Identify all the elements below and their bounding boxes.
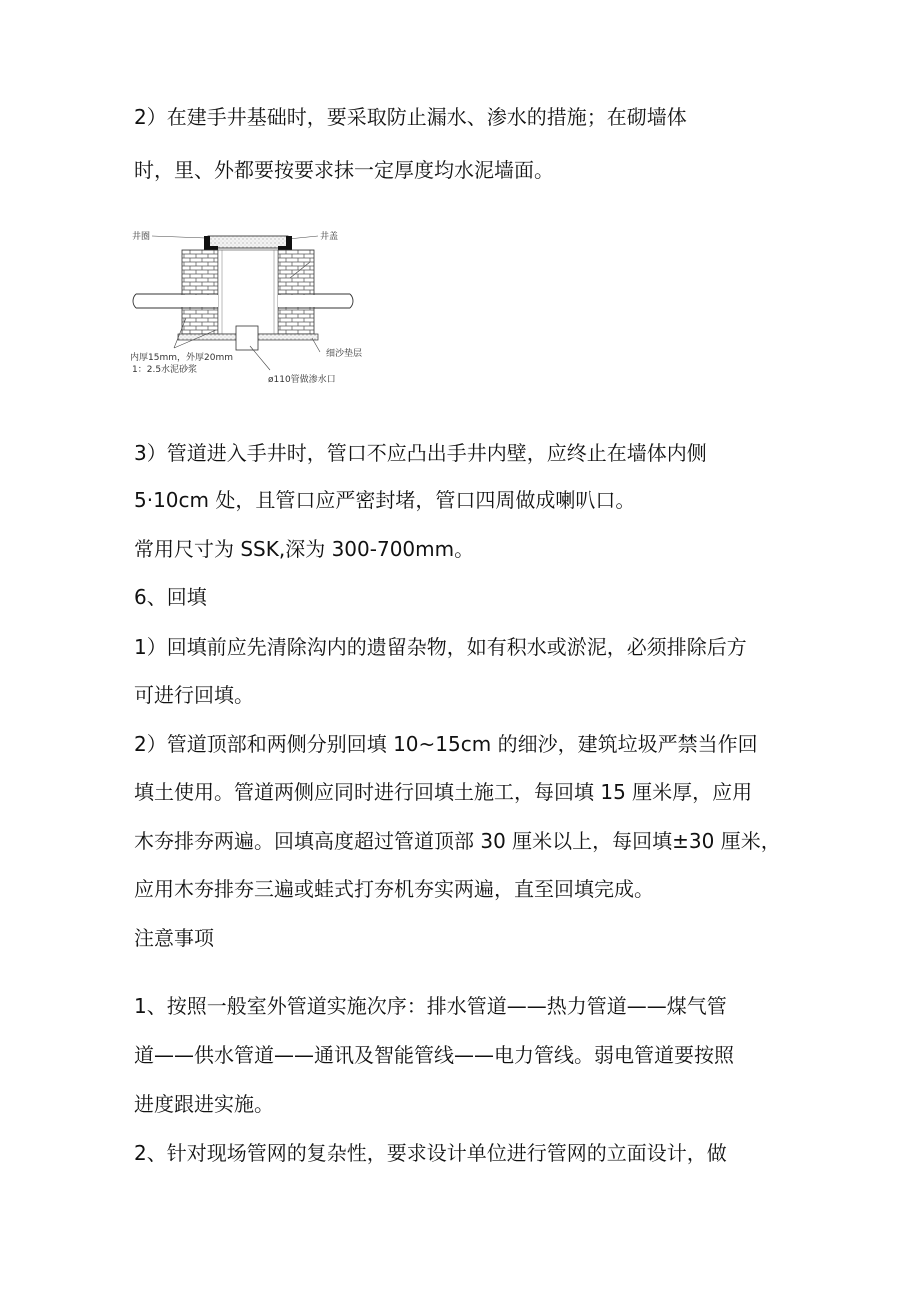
paragraph-line: 3）管道进入手井时，管口不应凸出手井内壁，应终止在墙体内侧 [134,441,707,465]
paragraph-line: 时，里、外都要按要求抹一定厚度均水泥墙面。 [134,158,554,182]
well-cover [208,236,288,248]
label-plaster-thickness: 内厚15mm，外厚20mm [130,353,233,363]
left-brick-wall [182,250,218,334]
paragraph-line: 进度跟进实施。 [134,1092,274,1116]
paragraph-line: 2）管道顶部和两侧分别回填 10~15cm 的细沙，建筑垃圾严禁当作回 [134,732,758,756]
label-well-cover: 井盖 [320,232,339,242]
paragraph-line: 1、按照一般室外管道实施次序：排水管道——热力管道——煤气管 [134,994,727,1018]
paragraph-line: 可进行回填。 [134,683,254,707]
label-sand-layer: 细沙垫层 [326,349,363,359]
paragraph-line: 填土使用。管道两侧应同时进行回填土施工，每回填 15 厘米厚，应用 [134,780,753,804]
seepage-pipe [236,326,258,350]
paragraph-line: 道——供水管道——通讯及智能管线——电力管线。弱电管道要按照 [134,1043,734,1067]
paragraph-line: 1）回填前应先清除沟内的遗留杂物，如有积水或淤泥，必须排除后方 [134,635,747,659]
label-seepage-outlet: ø110管做渗水口 [268,375,336,385]
section-heading: 注意事项 [134,926,214,950]
paragraph-line: 2、针对现场管网的复杂性，要求设计单位进行管网的立面设计，做 [134,1141,727,1165]
label-cement-mortar: 1：2.5水泥砂浆 [132,365,198,375]
label-well-ring: 井圈 [132,232,151,242]
section-heading: 6、回填 [134,585,207,609]
hand-well-diagram [130,222,380,394]
right-brick-wall [278,250,314,334]
paragraph-line: 常用尺寸为 SSK,深为 300-700mm。 [134,537,475,561]
paragraph-line: 2）在建手井基础时，要采取防止漏水、渗水的措施；在砌墙体 [134,105,687,129]
paragraph-line: 木夯排夯两遍。回填高度超过管道顶部 30 厘米以上，每回填±30 厘米， [134,829,781,853]
paragraph-line: 应用木夯排夯三遍或蛙式打夯机夯实两遍，直至回填完成。 [134,877,654,901]
paragraph-line: 5·10cm 处，且管口应严密封堵，管口四周做成喇叭口。 [134,488,636,512]
